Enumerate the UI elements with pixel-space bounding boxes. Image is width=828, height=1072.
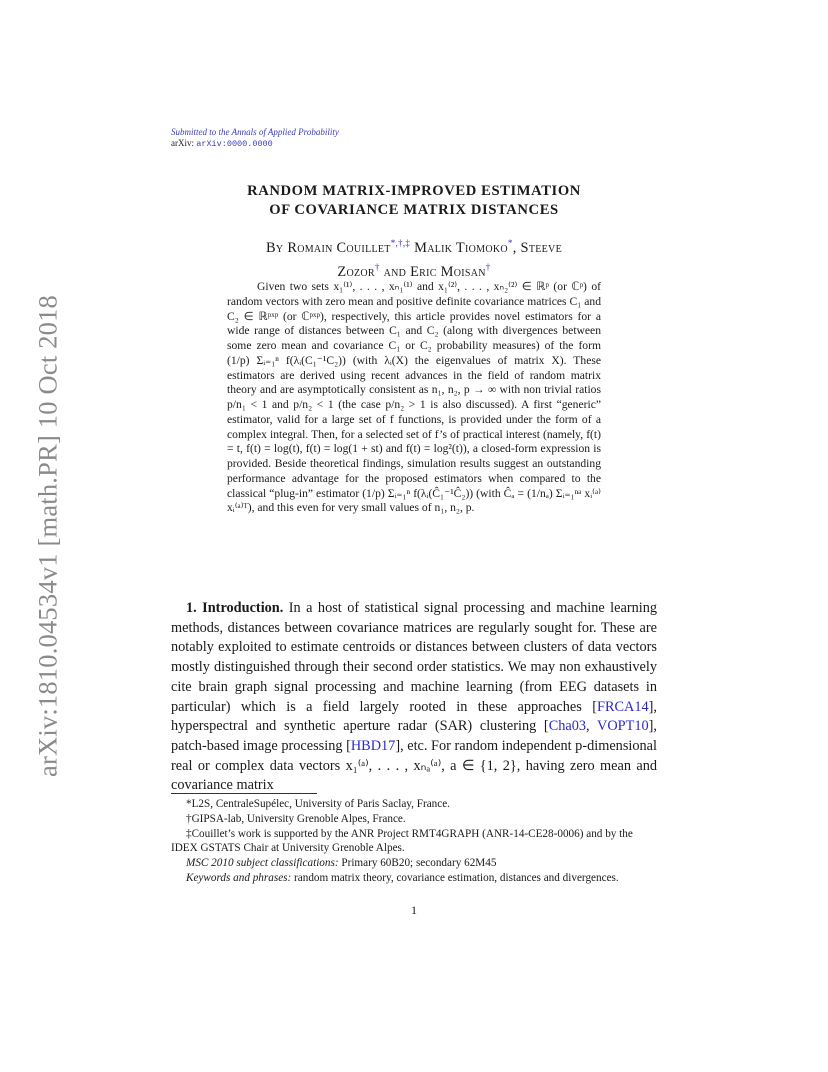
citation-cha03[interactable]: Cha03: [548, 718, 587, 735]
footnote-affiliation-2: †GIPSA-lab, University Grenoble Alpes, France.: [186, 812, 406, 825]
msc-label: MSC 2010 subject classifications:: [186, 857, 339, 870]
arxiv-id-link[interactable]: arXiv:0000.0000: [196, 139, 273, 149]
author-zozor: Zozor: [337, 264, 375, 281]
footnote-funding: ‡Couillet’s work is supported by the ANR Project RMT4GRAPH (ANR-14-CE28-0006) and by the IDEX GSTATS Chair at University Grenoble Alpes.: [171, 827, 633, 855]
footnote-divider: [171, 793, 317, 794]
introduction-section: [171, 599, 657, 796]
journal-name[interactable]: Submitted to the Annals of Applied Probability: [171, 127, 339, 137]
intro-paragraph: [171, 599, 657, 796]
paper-title: [171, 182, 657, 220]
msc-text: Primary 60B20; secondary 62M45: [338, 857, 497, 870]
authors-block: [171, 234, 657, 283]
arxiv-stamp: arXiv:1810.04534v1 [math.PR] 10 Oct 2018: [32, 294, 63, 778]
author-zozor-marks[interactable]: †: [374, 262, 380, 273]
author-tiomoko-marks[interactable]: *: [507, 238, 513, 248]
arxiv-prefix: arXiv:: [171, 138, 197, 148]
author-moisan: Eric Moisan: [410, 264, 486, 281]
author-couillet-marks[interactable]: *,†,‡: [390, 238, 411, 248]
intro-text-4: ], patch-based image processing [: [171, 718, 657, 754]
section-heading: 1. Introduction.: [186, 600, 284, 616]
author-moisan-marks[interactable]: †: [485, 262, 491, 273]
footnotes: [171, 797, 657, 886]
footnote-affiliation-1: *L2S, CentraleSupélec, University of Paris Saclay, France.: [186, 798, 450, 810]
citation-hbd17[interactable]: HBD17: [350, 737, 396, 754]
authors-line-2: [171, 258, 657, 282]
author-couillet: Romain Couillet: [287, 239, 391, 256]
arxiv-line: [171, 138, 339, 150]
authors-line-1: [171, 234, 657, 258]
intro-text-3: ,: [586, 718, 598, 735]
keywords-text: random matrix theory, covariance estimation, distances and divergences.: [291, 871, 619, 884]
keywords: [171, 871, 657, 886]
title-line-2: OF COVARIANCE MATRIX DISTANCES: [269, 202, 559, 218]
intro-text-1: In a host of statistical signal processing and machine learning methods, distances between covariance matrices are regularly sought for. These are notably exploited to estimate centroids or distances between clusters of data vectors mostly distinguished through their second order statistics. We may non exhaustively cite brain graph signal processing and machine learning (from EEG datasets in particular) which is a field largely rooted in these approaches [: [171, 600, 657, 715]
intro-text-2: ], hyperspectral and synthetic aperture radar (SAR) clustering [: [171, 698, 657, 735]
author-tiomoko: Malik Tiomoko: [410, 239, 508, 256]
and-label: and: [379, 264, 411, 281]
msc-classification: [171, 856, 657, 871]
citation-vopt10[interactable]: VOPT10: [597, 718, 649, 735]
author-separator: , Steeve: [512, 239, 562, 256]
by-label: By: [265, 239, 288, 256]
citation-frca14[interactable]: FRCA14: [597, 698, 649, 715]
page-number: 1: [411, 903, 417, 917]
abstract: [227, 280, 601, 516]
intro-text-5: ], etc. For random independent p-dimensional real or complex data vectors x₁⁽ᵃ⁾, . . . , xₙₐ⁽ᵃ⁾, a ∈ {1, 2}, having zero mean and covariance matrix: [171, 737, 657, 794]
title-line-1: RANDOM MATRIX-IMPROVED ESTIMATION: [247, 183, 581, 199]
keywords-label: Keywords and phrases:: [186, 871, 292, 884]
page-header: [171, 127, 339, 150]
abstract-text: Given two sets x₁⁽¹⁾, . . . , xₙ₁⁽¹⁾ and x₁⁽²⁾, . . . , xₙ₂⁽²⁾ ∈ ℝᵖ (or ℂᵖ) of random vectors with zero mean and positive definite covariance matrices C₁ and C₂ ∈ ℝᵖˣᵖ (or ℂᵖˣᵖ), respectively, this article provides novel estimators for a wide range of distances between C₁ and C₂ (along with divergences between some zero mean and covariance C₁ or C₂ probability measures) of the form (1/p) Σᵢ₌₁ⁿ f(λᵢ(C₁⁻¹C₂)) (with λᵢ(X) the eigenvalues of matrix X). These estimators are derived using recent advances in the field of random matrix theory and are asymptotically consistent as n₁, n₂, p → ∞ with non trivial ratios p/n₁ < 1 and p/n₂ < 1 (the case p/n₂ > 1 is also discussed). A first “generic” estimator, valid for a large set of f functions, is provided under the form of a complex integral. Then, for a selected set of f’s of practical interest (namely, f(t) = t, f(t) = log(t), f(t) = log(1 + st) and f(t) = log²(t)), a closed-form expression is provided. Beside theoretical findings, simulation results suggest an outstanding performance advantage for the proposed estimators when compared to the classical “plug-in” estimator (1/p) Σᵢ₌₁ⁿ f(λᵢ(Ĉ₁⁻¹Ĉ₂)) (with Ĉₐ = (1/nₐ) Σᵢ₌₁ⁿᵃ xᵢ⁽ᵃ⁾xᵢ⁽ᵃ⁾ᵀ), and this even for very small values of n₁, n₂, p.: [227, 280, 601, 515]
